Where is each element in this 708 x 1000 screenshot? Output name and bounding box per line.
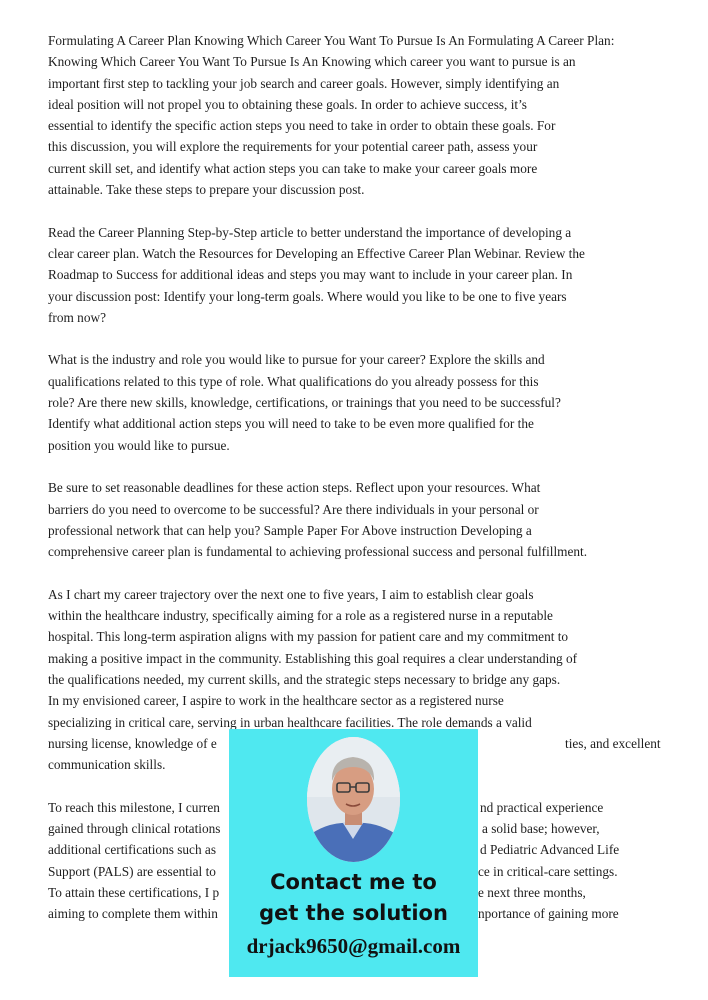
paragraph-read-article xyxy=(48,222,688,328)
text-line: current skill set, and identify what action steps you can take to make your career goals more xyxy=(48,160,538,176)
text-line: Read the Career Planning Step-by-Step article to better understand the importance of developing a xyxy=(48,224,572,240)
text-line: hospital. This long-term aspiration aligns with my passion for patient care and my commitment to xyxy=(48,629,569,645)
contact-email-link[interactable]: drjack9650@gmail.com xyxy=(246,934,461,958)
paragraph-industry-role xyxy=(48,349,688,455)
text-line: important first step to tackling your job search and career goals. However, simply identifying an xyxy=(48,75,560,91)
text-line-left: gained through clinical rotations xyxy=(48,820,221,836)
paragraph-intro xyxy=(48,30,688,200)
text-line-right-fragment: e next three months, xyxy=(478,884,586,900)
text-line-right-fragment: ties, and excellent xyxy=(565,735,661,751)
text-line-left: aiming to complete them within xyxy=(48,906,218,922)
text-line: barriers do you need to overcome to be successful? Are there individuals in your personal or xyxy=(48,501,539,517)
text-line: Roadmap to Success for additional ideas and steps you may want to include in your career plan. In xyxy=(48,267,573,283)
text-line-right-fragment: a solid base; however, xyxy=(482,820,600,836)
text-line: comprehensive career plan is fundamental to achieving professional success and personal fulfillment. xyxy=(48,544,588,560)
text-line: role? Are there new skills, knowledge, certifications, or trainings that you need to be successful? xyxy=(48,395,561,411)
text-line: within the healthcare industry, specifically aiming for a role as a registered nurse in a reputable xyxy=(48,608,553,624)
text-line: professional network that can help you? Sample Paper For Above instruction Developing a xyxy=(48,522,532,538)
text-line-right-fragment: nd practical experience xyxy=(480,799,604,815)
text-line: essential to identify the specific action steps you need to take in order to obtain these goals. For xyxy=(48,118,556,134)
text-line: your discussion post: Identify your long-term goals. Where would you like to be one to five years xyxy=(48,288,567,304)
text-line: As I chart my career trajectory over the next one to five years, I aim to establish clear goals xyxy=(48,586,534,602)
text-line: this discussion, you will explore the requirements for your potential career path, assess your xyxy=(48,139,538,155)
promo-headline xyxy=(229,867,478,929)
text-line: Identify what additional action steps you will need to take to be even more qualified for the xyxy=(48,416,534,432)
text-line: the qualifications needed, my current skills, and the strategic steps necessary to bridge any gaps. xyxy=(48,671,561,687)
promo-headline-line: Contact me to xyxy=(270,870,437,894)
text-line: What is the industry and role you would like to pursue for your career? Explore the skills and xyxy=(48,352,545,368)
portrait-photo-icon xyxy=(307,737,400,862)
text-line-left: To attain these certifications, I p xyxy=(48,884,220,900)
portrait-illustration xyxy=(307,737,400,862)
contact-promo-banner[interactable] xyxy=(229,729,478,977)
text-line-left: nursing license, knowledge of e xyxy=(48,735,217,751)
text-line-right-fragment: ce in critical-care settings. xyxy=(478,863,618,879)
text-line: making a positive impact in the community. Establishing this goal requires a clear understanding of xyxy=(48,650,578,666)
text-line: specializing in critical care, serving in urban healthcare facilities. The role demands a valid xyxy=(48,714,532,730)
text-line: communication skills. xyxy=(48,757,166,773)
text-line: from now? xyxy=(48,309,106,325)
text-line: Formulating A Career Plan Knowing Which Career You Want To Pursue Is An Formulating A Career Plan: xyxy=(48,33,615,48)
promo-headline-line: get the solution xyxy=(259,901,448,925)
text-line-left: Support (PALS) are essential to xyxy=(48,863,216,879)
text-line: ideal position will not propel you to obtaining these goals. In order to achieve success, it’s xyxy=(48,96,527,112)
paragraph-deadlines xyxy=(48,477,688,562)
text-line: position you would like to pursue. xyxy=(48,437,230,453)
text-line: qualifications related to this type of role. What qualifications do you already possess for this xyxy=(48,373,539,389)
text-line: attainable. Take these steps to prepare your discussion post. xyxy=(48,182,365,198)
text-line: In my envisioned career, I aspire to work in the healthcare sector as a registered nurse xyxy=(48,693,504,709)
text-line: Be sure to set reasonable deadlines for these action steps. Reflect upon your resources. What xyxy=(48,480,541,496)
text-line-left: To reach this milestone, I curren xyxy=(48,799,220,815)
text-line-right-fragment: d Pediatric Advanced Life xyxy=(480,842,620,858)
text-line-right-fragment: nportance of gaining more xyxy=(478,906,619,922)
text-line-left: additional certifications such as xyxy=(48,842,217,858)
text-line: clear career plan. Watch the Resources for Developing an Effective Career Plan Webinar. Review the xyxy=(48,245,585,261)
text-line: Knowing Which Career You Want To Pursue Is An Knowing which career you want to pursue is an xyxy=(48,54,576,70)
